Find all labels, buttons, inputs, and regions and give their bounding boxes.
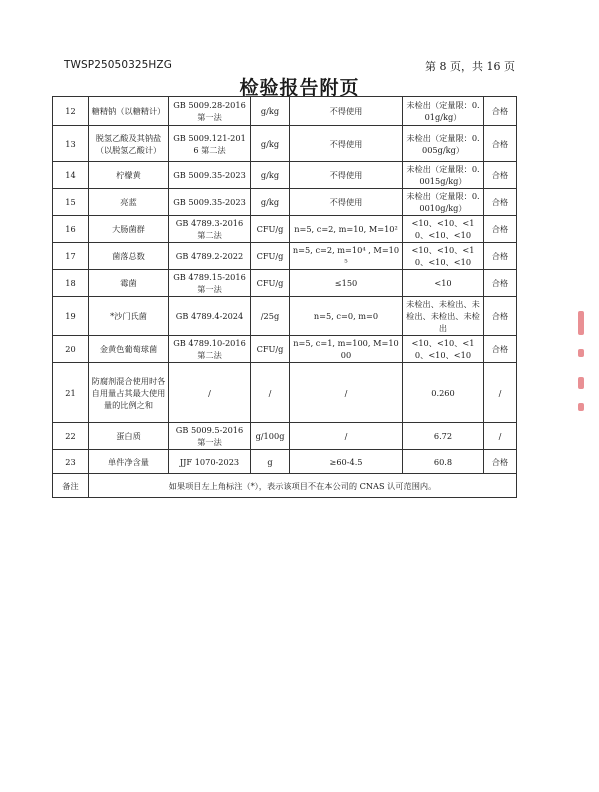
table-row (53, 189, 517, 216)
table-row (53, 216, 517, 243)
test-method: GB 5009.28-2016 第一法 (169, 97, 251, 126)
standard-limit: 不得使用 (290, 126, 403, 162)
table-row (53, 97, 517, 126)
test-method: GB 5009.35-2023 (169, 162, 251, 189)
test-method: / (169, 363, 251, 423)
unit: CFU/g (251, 216, 290, 243)
test-item: 糖精钠（以糖精计） (89, 97, 169, 126)
unit: CFU/g (251, 336, 290, 363)
unit: CFU/g (251, 243, 290, 270)
test-result: <10、<10、<10、<10、<10 (403, 216, 484, 243)
test-result: 60.8 (403, 450, 484, 474)
standard-limit: n=5, c=2, m=10, M=10² (290, 216, 403, 243)
test-method: GB 5009.121-2016 第二法 (169, 126, 251, 162)
table-row (53, 162, 517, 189)
standard-limit: / (290, 423, 403, 450)
unit: g/kg (251, 126, 290, 162)
row-number: 22 (53, 423, 89, 450)
remark-label: 备注 (53, 474, 89, 498)
unit: /25g (251, 297, 290, 336)
unit: / (251, 363, 290, 423)
test-result: 未检出、未检出、未检出、未检出、未检出 (403, 297, 484, 336)
test-method: GB 4789.3-2016 第二法 (169, 216, 251, 243)
verdict: 合格 (484, 336, 517, 363)
seal-mark-4 (578, 403, 584, 411)
verdict: 合格 (484, 297, 517, 336)
row-number: 19 (53, 297, 89, 336)
test-result: 未检出（定量限：0.0010g/kg） (403, 189, 484, 216)
standard-limit: ≤150 (290, 270, 403, 297)
test-result: 未检出（定量限：0.01g/kg） (403, 97, 484, 126)
test-item: *沙门氏菌 (89, 297, 169, 336)
standard-limit: n=5, c=0, m=0 (290, 297, 403, 336)
table-row (53, 297, 517, 336)
row-number: 16 (53, 216, 89, 243)
test-item: 菌落总数 (89, 243, 169, 270)
test-item: 亮蓝 (89, 189, 169, 216)
page-title: 检验报告附页 (239, 77, 360, 99)
table-row (53, 243, 517, 270)
seal-mark-3 (578, 377, 584, 389)
table-row (53, 270, 517, 297)
row-number: 18 (53, 270, 89, 297)
unit: g/100g (251, 423, 290, 450)
report-id: TWSP25050325HZG (64, 59, 172, 71)
remark-row (53, 474, 517, 498)
table-row (53, 126, 517, 162)
verdict: 合格 (484, 126, 517, 162)
row-number: 14 (53, 162, 89, 189)
standard-limit: ≥60-4.5 (290, 450, 403, 474)
verdict: 合格 (484, 97, 517, 126)
verdict: 合格 (484, 450, 517, 474)
test-method: GB 4789.2-2022 (169, 243, 251, 270)
test-result: <10、<10、<10、<10、<10 (403, 243, 484, 270)
test-item: 单件净含量 (89, 450, 169, 474)
table-row (53, 423, 517, 450)
verdict: / (484, 363, 517, 423)
row-number: 12 (53, 97, 89, 126)
verdict: 合格 (484, 189, 517, 216)
test-result: 未检出（定量限：0.005g/kg） (403, 126, 484, 162)
table-row (53, 450, 517, 474)
unit: g/kg (251, 162, 290, 189)
page-number: 第 8 页，共 16 页 (425, 60, 515, 73)
unit: g/kg (251, 189, 290, 216)
test-result: 0.260 (403, 363, 484, 423)
row-number: 20 (53, 336, 89, 363)
unit: g/kg (251, 97, 290, 126)
row-number: 23 (53, 450, 89, 474)
verdict: / (484, 423, 517, 450)
test-method: JJF 1070-2023 (169, 450, 251, 474)
table-row (53, 336, 517, 363)
row-number: 21 (53, 363, 89, 423)
test-item: 霉菌 (89, 270, 169, 297)
test-item: 防腐剂混合使用时各自用量占其最大使用量的比例之和 (89, 363, 169, 423)
test-item: 大肠菌群 (89, 216, 169, 243)
verdict: 合格 (484, 243, 517, 270)
test-method: GB 5009.35-2023 (169, 189, 251, 216)
test-item: 柠檬黄 (89, 162, 169, 189)
test-method: GB 5009.5-2016 第一法 (169, 423, 251, 450)
standard-limit: n=5, c=2, m=10⁴ , M=10⁵ (290, 243, 403, 270)
test-method: GB 4789.4-2024 (169, 297, 251, 336)
test-method: GB 4789.10-2016 第二法 (169, 336, 251, 363)
standard-limit: 不得使用 (290, 189, 403, 216)
unit: g (251, 450, 290, 474)
verdict: 合格 (484, 270, 517, 297)
verdict: 合格 (484, 216, 517, 243)
verdict: 合格 (484, 162, 517, 189)
row-number: 15 (53, 189, 89, 216)
remark-text: 如果项目左上角标注（*），表示该项目不在本公司的 CNAS 认可范围内。 (89, 474, 517, 498)
test-item: 金黄色葡萄球菌 (89, 336, 169, 363)
standard-limit: 不得使用 (290, 162, 403, 189)
test-result: <10、<10、<10、<10、<10 (403, 336, 484, 363)
test-item: 脱氢乙酸及其钠盐（以脱氢乙酸计） (89, 126, 169, 162)
row-number: 17 (53, 243, 89, 270)
test-result: 6.72 (403, 423, 484, 450)
test-method: GB 4789.15-2016 第一法 (169, 270, 251, 297)
test-result: <10 (403, 270, 484, 297)
standard-limit: 不得使用 (290, 97, 403, 126)
results-table (52, 96, 517, 498)
unit: CFU/g (251, 270, 290, 297)
seal-mark-1 (578, 311, 584, 335)
test-result: 未检出（定量限：0.0015g/kg） (403, 162, 484, 189)
test-item: 蛋白质 (89, 423, 169, 450)
standard-limit: n=5, c=1, m=100, M=1000 (290, 336, 403, 363)
row-number: 13 (53, 126, 89, 162)
standard-limit: / (290, 363, 403, 423)
seal-mark-2 (578, 349, 584, 357)
table-row (53, 363, 517, 423)
